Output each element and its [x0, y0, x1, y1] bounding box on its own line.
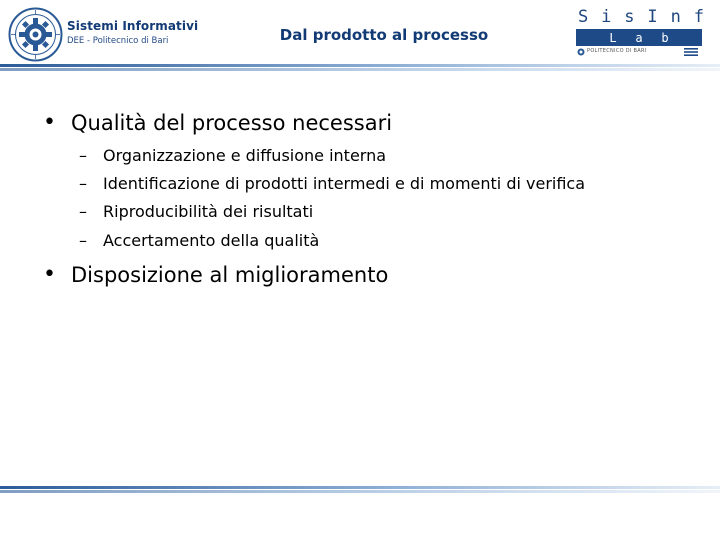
bullet-marker: • — [43, 262, 56, 287]
brand-title: Sistemi Informativi — [67, 19, 199, 33]
sub-bullet-item: Organizzazione e diffusione interna — [103, 146, 387, 165]
sub-bullet-item: Identificazione di prodotti intermedi e di momenti di verifica — [103, 174, 586, 193]
header-divider-band — [0, 64, 720, 72]
bullet-item: Qualità del processo necessari — [71, 111, 393, 135]
logo-letter: f — [693, 7, 704, 27]
logo-letter: s — [624, 7, 635, 27]
sub-bullet-item: Riproducibilità dei risultati — [103, 202, 314, 221]
dash-marker: – — [79, 174, 87, 193]
dash-marker: – — [79, 146, 87, 165]
dee-logo-icon — [684, 48, 698, 56]
logo-letter: S — [578, 7, 589, 27]
logo-letter: n — [670, 7, 681, 27]
brand-subtitle: DEE - Politecnico di Bari — [67, 36, 169, 46]
university-seal-icon — [8, 7, 63, 62]
dash-marker: – — [79, 231, 87, 250]
lab-logo-bar — [576, 29, 702, 46]
logo-letter: b — [661, 30, 669, 45]
lab-logo-caption: POLITECNICO DI BARI — [587, 48, 647, 54]
footer-divider-band — [0, 486, 720, 494]
slide-title: Dal prodotto al processo — [279, 26, 489, 44]
sisinf-logo-text — [578, 7, 704, 27]
bullet-marker: • — [43, 110, 56, 135]
logo-letter: i — [601, 7, 612, 27]
logo-letter: L — [609, 30, 617, 45]
logo-letter: a — [635, 30, 643, 45]
politecnico-mark-icon — [577, 48, 585, 56]
dash-marker: – — [79, 202, 87, 221]
bullet-item: Disposizione al miglioramento — [71, 263, 389, 287]
logo-letter: I — [647, 7, 658, 27]
brand-block — [67, 19, 198, 46]
sub-bullet-item: Accertamento della qualità — [103, 231, 320, 250]
